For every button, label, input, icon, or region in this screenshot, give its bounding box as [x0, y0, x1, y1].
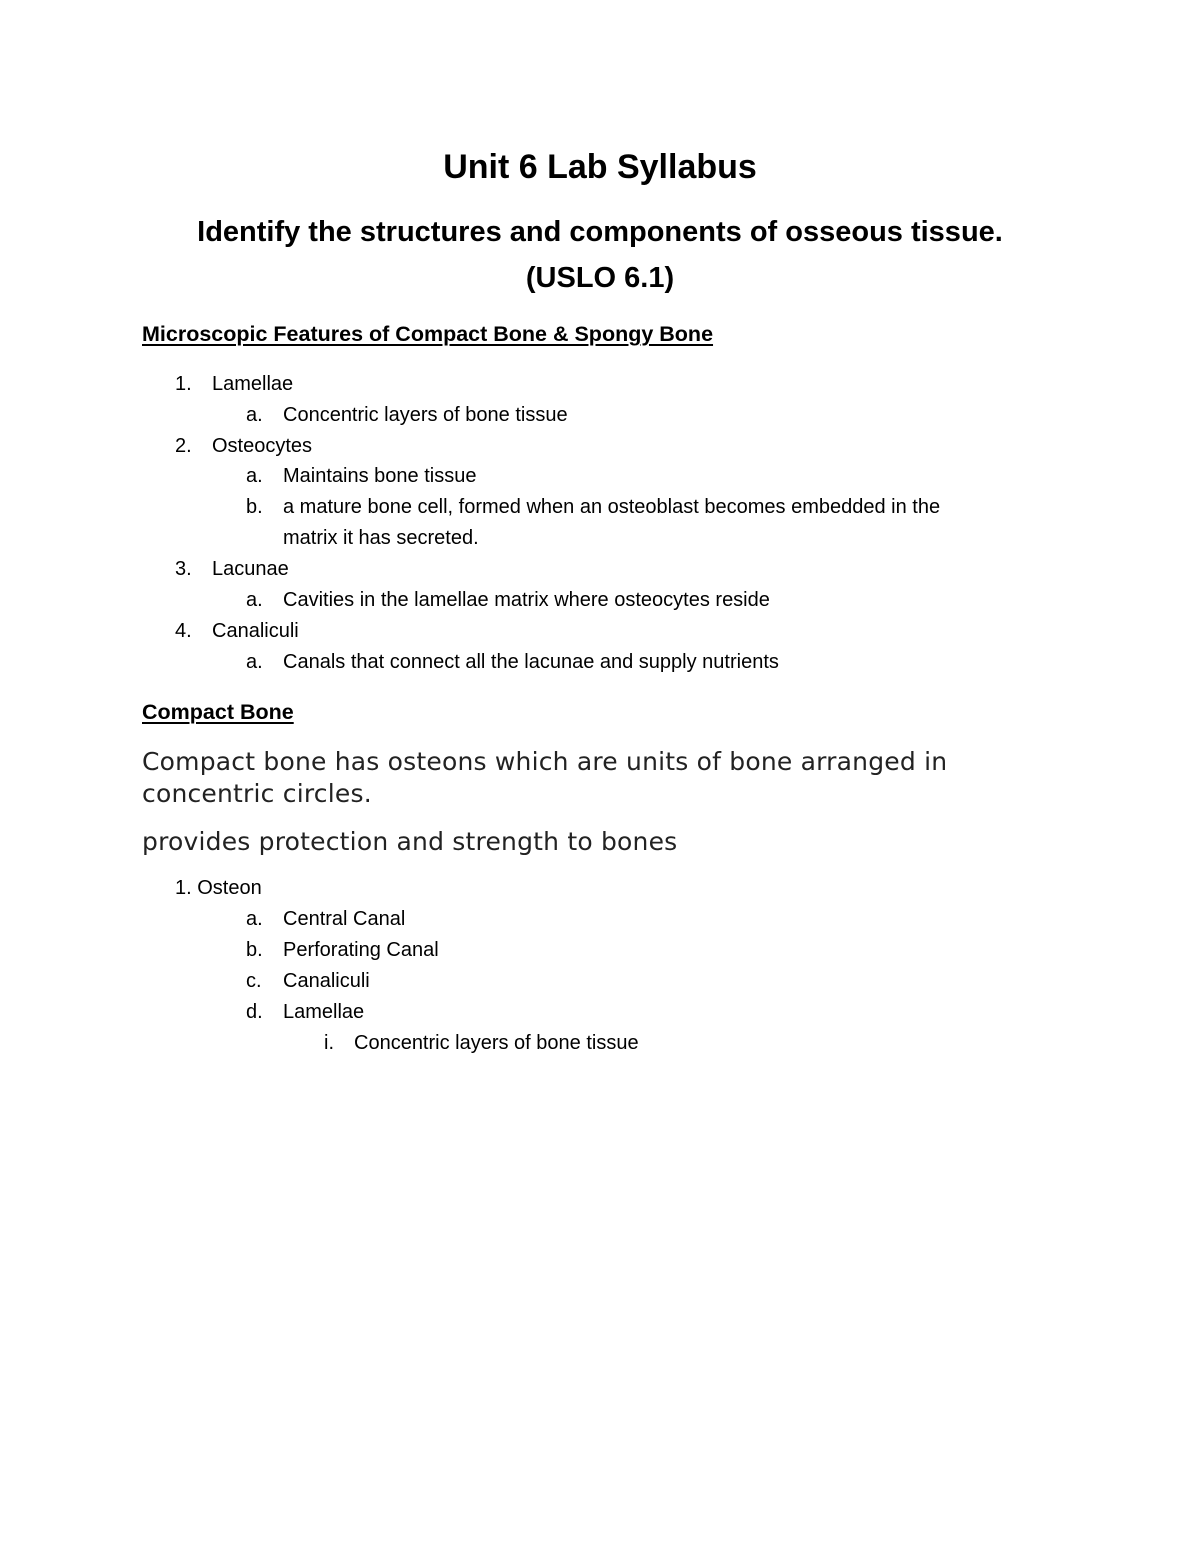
sub-list-item: Cavities in the lamellae matrix where osteocytes reside	[283, 589, 770, 611]
objective-code: (USLO 6.1)	[525, 262, 675, 294]
sub-list-item: Canaliculi	[283, 970, 370, 992]
compact-bone-description: Compact bone has osteons which are units of bone arranged in	[142, 747, 948, 776]
sub-list-marker: b.	[246, 496, 263, 518]
section-heading-compact-bone: Compact Bone	[142, 700, 294, 724]
objective-line: Identify the structures and components of osseous tissue.	[197, 216, 1003, 248]
section-heading-microscopic-features: Microscopic Features of Compact Bone & Spongy Bone	[142, 322, 714, 346]
sub-list-item: Perforating Canal	[283, 939, 439, 961]
sub-list-item: Lamellae	[283, 1001, 365, 1023]
list-item-lacunae: Lacunae	[212, 558, 289, 580]
sub-list-item: a mature bone cell, formed when an osteoblast becomes embedded in the	[283, 496, 941, 518]
list-marker: 4.	[175, 620, 192, 642]
sub-list-item: Concentric layers of bone tissue	[283, 404, 568, 426]
document-title: Unit 6 Lab Syllabus	[443, 148, 757, 186]
list-item-osteocytes: Osteocytes	[212, 435, 313, 457]
list-item-canaliculi: Canaliculi	[212, 620, 299, 642]
sub-list-marker: a.	[246, 908, 263, 930]
sub-list-item-continuation: matrix it has secreted.	[283, 527, 479, 549]
sub-list-marker: c.	[246, 970, 262, 992]
list-marker: 2.	[175, 435, 192, 457]
list-marker: 1.	[175, 373, 192, 395]
sub-list-item: Maintains bone tissue	[283, 465, 477, 487]
sub-list-marker: a.	[246, 465, 263, 487]
sub-list-marker: a.	[246, 589, 263, 611]
sub-list-marker: a.	[246, 651, 263, 673]
sub-sub-list-item: Concentric layers of bone tissue	[354, 1032, 639, 1054]
compact-bone-description-continuation: concentric circles.	[142, 779, 372, 808]
sub-list-item: Central Canal	[283, 908, 406, 930]
list-marker: 3.	[175, 558, 192, 580]
list-item-osteon: 1. Osteon	[175, 877, 262, 899]
sub-list-marker: a.	[246, 404, 263, 426]
sub-list-marker: b.	[246, 939, 263, 961]
compact-bone-function: provides protection and strength to bones	[142, 827, 678, 856]
sub-list-item: Canals that connect all the lacunae and supply nutrients	[283, 651, 779, 673]
list-item-lamellae: Lamellae	[212, 373, 294, 395]
sub-list-marker: d.	[246, 1001, 263, 1023]
sub-sub-list-marker: i.	[324, 1032, 334, 1054]
